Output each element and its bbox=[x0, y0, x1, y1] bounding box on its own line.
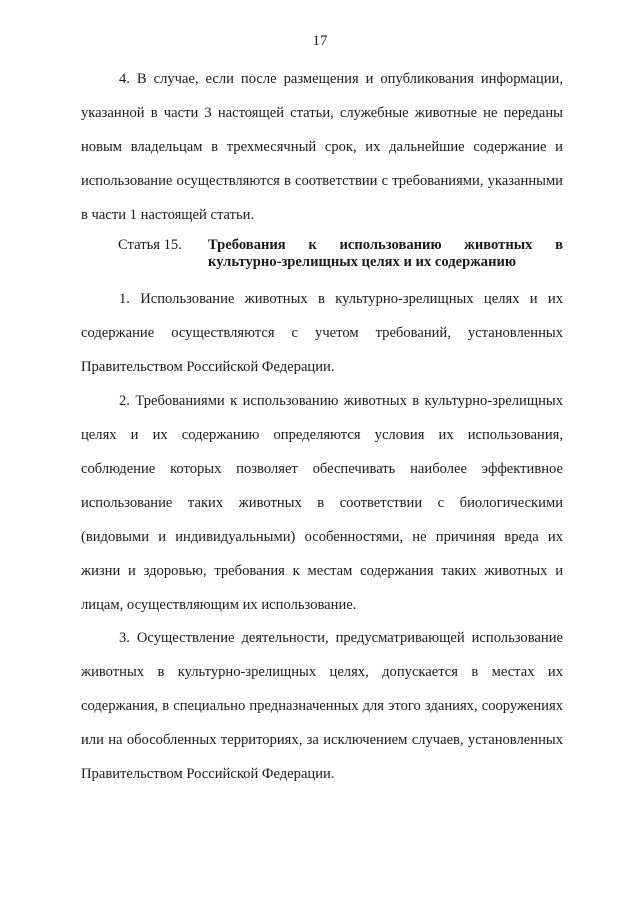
page-number: 17 bbox=[312, 33, 328, 49]
paragraph-1-text: 1. Использование животных в культурно-зрелищных целях и их содержание осуществляются с учетом требований, установленных Правительством Российской Федерации. bbox=[81, 291, 563, 375]
article-title: Требования к использованию животных в культурно-зрелищных целях и их содержанию bbox=[208, 237, 563, 270]
paragraph-2 bbox=[81, 384, 563, 622]
paragraph-3-text: 3. Осуществление деятельности, предусматривающей использование животных в культурно-зрелищных целях, допускается в местах их содержания, в специально предназначенных для этого зданиях, сооружениях или на обособленных территориях, за исключением случаев, установленных Правительством Российской Федерации. bbox=[81, 630, 563, 782]
paragraph-1 bbox=[81, 282, 563, 384]
paragraph-2-text: 2. Требованиями к использованию животных в культурно-зрелищных целях и их содержанию определяются условия их использования, соблюдение которых позволяет обеспечивать наиболее эффективное использование таких животных в соответствии с биологическими (видовыми и индивидуальными) особенностями, не причиняя вреда их жизни и здоровью, требования к местам содержания таких животных и лицам, осуществляющим их использование. bbox=[81, 393, 563, 613]
paragraph-4 bbox=[81, 62, 563, 232]
paragraph-4-text: 4. В случае, если после размещения и опубликования информации, указанной в части 3 настоящей статьи, служебные животные не переданы новым владельцам в трехмесячный срок, их дальнейшие содержание и использование осуществляются в соответствии с требованиями, указанными в части 1 настоящей статьи. bbox=[81, 71, 563, 223]
article-label: Статья 15. bbox=[118, 237, 182, 253]
paragraph-3 bbox=[81, 621, 563, 791]
